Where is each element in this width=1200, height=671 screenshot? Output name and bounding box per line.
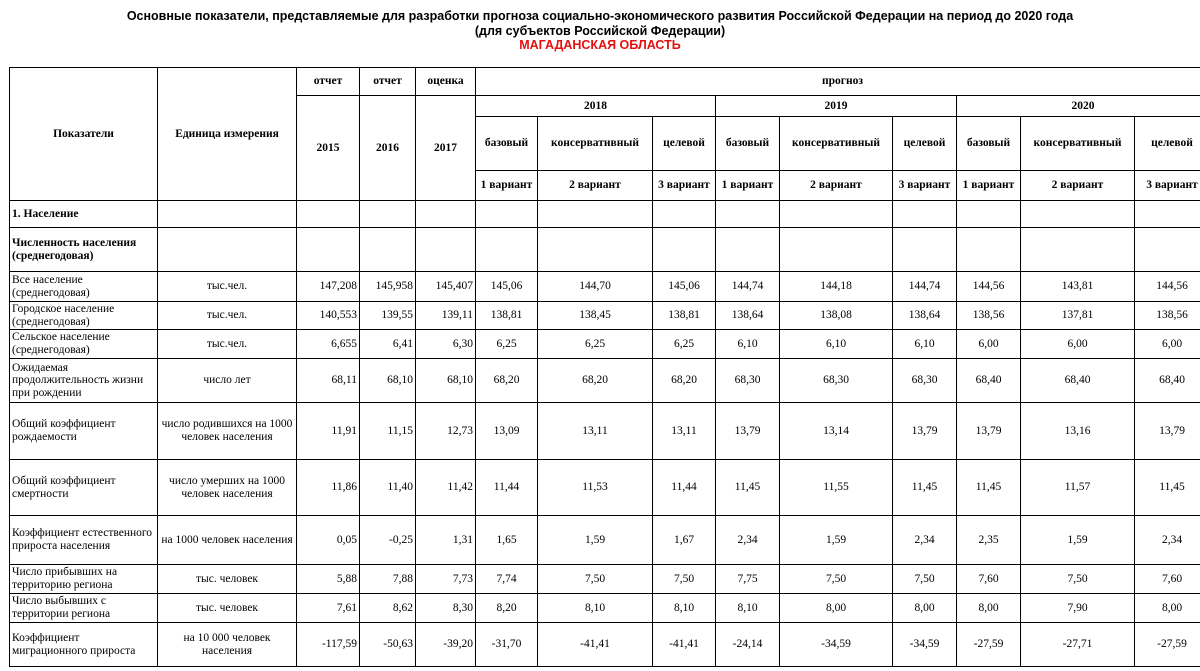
section-avg-population: Численность населения (среднегодовая) (10, 228, 158, 272)
value-cell: 138,56 (957, 302, 1021, 330)
value-cell: -50,63 (360, 623, 416, 667)
value-cell: 11,86 (297, 460, 360, 516)
value-cell: 11,55 (780, 460, 893, 516)
value-cell: 8,00 (780, 594, 893, 623)
value-cell: 145,06 (653, 272, 716, 302)
header-year-2020: 2020 (957, 96, 1200, 117)
value-cell: 1,59 (1021, 516, 1135, 565)
value-cell: 2,35 (957, 516, 1021, 565)
value-cell: 7,50 (893, 565, 957, 594)
value-cell: 1,59 (780, 516, 893, 565)
value-cell: 68,30 (716, 359, 780, 403)
header-estimate-2017: оценка (416, 68, 476, 96)
header-unit: Единица измерения (158, 68, 297, 201)
value-cell: 6,25 (653, 330, 716, 359)
header-2020-variant-3: 3 вариант (1135, 171, 1200, 201)
header-year-2019: 2019 (716, 96, 957, 117)
value-cell: 11,57 (1021, 460, 1135, 516)
header-row-1 (10, 68, 1200, 96)
value-cell: 68,20 (538, 359, 653, 403)
value-cell: 7,50 (538, 565, 653, 594)
value-cell: 8,10 (716, 594, 780, 623)
table-row (10, 623, 1200, 667)
value-cell: 68,30 (893, 359, 957, 403)
header-2018-variant-3: 3 вариант (653, 171, 716, 201)
value-cell: -0,25 (360, 516, 416, 565)
value-cell: 143,81 (1021, 272, 1135, 302)
value-cell: 68,11 (297, 359, 360, 403)
header-2020-variant-2: 2 вариант (1021, 171, 1135, 201)
value-cell: -117,59 (297, 623, 360, 667)
value-cell: 1,31 (416, 516, 476, 565)
value-cell: 7,60 (957, 565, 1021, 594)
header-2020-variant-1: 1 вариант (957, 171, 1021, 201)
value-cell: 8,30 (416, 594, 476, 623)
value-cell: 138,81 (476, 302, 538, 330)
value-cell: 7,73 (416, 565, 476, 594)
value-cell: 13,79 (716, 403, 780, 460)
value-cell: 6,25 (538, 330, 653, 359)
value-cell: 11,91 (297, 403, 360, 460)
section-population-row (10, 201, 1200, 228)
header-2020-base: базовый (957, 117, 1021, 171)
indicator-label: Сельское население (среднегодовая) (10, 330, 158, 359)
value-cell: 11,44 (476, 460, 538, 516)
header-year-2017: 2017 (416, 96, 476, 201)
value-cell: -31,70 (476, 623, 538, 667)
indicator-label: Общий коэффициент рождаемости (10, 403, 158, 460)
value-cell: 11,15 (360, 403, 416, 460)
document-subtitle: (для субъектов Российской Федерации) (474, 24, 726, 38)
header-year-2016: 2016 (360, 96, 416, 201)
value-cell: 6,00 (957, 330, 1021, 359)
header-indicators: Показатели (10, 68, 158, 201)
value-cell: 11,45 (716, 460, 780, 516)
value-cell: 144,74 (716, 272, 780, 302)
header-2018-base: базовый (476, 117, 538, 171)
value-cell: 12,73 (416, 403, 476, 460)
header-2019-base: базовый (716, 117, 780, 171)
value-cell: 6,10 (716, 330, 780, 359)
value-cell: 8,20 (476, 594, 538, 623)
value-cell: 8,10 (538, 594, 653, 623)
header-2020-target: целевой (1135, 117, 1200, 171)
value-cell: 1,59 (538, 516, 653, 565)
value-cell: 11,45 (957, 460, 1021, 516)
value-cell: 11,42 (416, 460, 476, 516)
value-cell: 6,30 (416, 330, 476, 359)
value-cell: 13,79 (893, 403, 957, 460)
header-2019-variant-1: 1 вариант (716, 171, 780, 201)
indicator-label: Коэффициент естественного прироста населения (10, 516, 158, 565)
table-row (10, 516, 1200, 565)
document-title: Основные показатели, представляемые для разработки прогноза социально-экономического развития Российской Федерации на период до 2020 года (126, 9, 1074, 23)
value-cell: 6,25 (476, 330, 538, 359)
forecast-table (9, 67, 1200, 667)
value-cell: 2,34 (893, 516, 957, 565)
value-cell: 7,88 (360, 565, 416, 594)
value-cell: 6,41 (360, 330, 416, 359)
value-cell: 13,79 (1135, 403, 1200, 460)
value-cell: 138,64 (716, 302, 780, 330)
unit-cell: число родившихся на 1000 человек населения (158, 403, 297, 460)
value-cell: 8,00 (1135, 594, 1200, 623)
table-row (10, 272, 1200, 302)
header-2018-conservative: консервативный (538, 117, 653, 171)
value-cell: 2,34 (716, 516, 780, 565)
value-cell: 7,50 (780, 565, 893, 594)
value-cell: 144,70 (538, 272, 653, 302)
table-row (10, 359, 1200, 403)
value-cell: 68,10 (416, 359, 476, 403)
value-cell: 13,14 (780, 403, 893, 460)
value-cell: 8,10 (653, 594, 716, 623)
value-cell: 2,34 (1135, 516, 1200, 565)
value-cell: 7,60 (1135, 565, 1200, 594)
indicator-label: Общий коэффициент смертности (10, 460, 158, 516)
value-cell: -41,41 (538, 623, 653, 667)
indicator-label: Городское население (среднегодовая) (10, 302, 158, 330)
value-cell: 8,00 (893, 594, 957, 623)
header-2019-variant-2: 2 вариант (780, 171, 893, 201)
unit-cell: тыс. человек (158, 565, 297, 594)
section-population: 1. Население (10, 201, 158, 228)
value-cell: 68,20 (653, 359, 716, 403)
value-cell: -27,71 (1021, 623, 1135, 667)
value-cell: 68,30 (780, 359, 893, 403)
value-cell: 144,74 (893, 272, 957, 302)
value-cell: 6,10 (780, 330, 893, 359)
unit-cell: на 1000 человек населения (158, 516, 297, 565)
value-cell: -27,59 (1135, 623, 1200, 667)
value-cell: 68,10 (360, 359, 416, 403)
header-2020-conservative: консервативный (1021, 117, 1135, 171)
value-cell: 138,08 (780, 302, 893, 330)
value-cell: 6,655 (297, 330, 360, 359)
value-cell: 11,40 (360, 460, 416, 516)
header-2018-variant-2: 2 вариант (538, 171, 653, 201)
indicator-label: Число выбывших с территории региона (10, 594, 158, 623)
value-cell: 7,50 (653, 565, 716, 594)
unit-cell: тыс. человек (158, 594, 297, 623)
value-cell: 8,00 (957, 594, 1021, 623)
value-cell: 11,44 (653, 460, 716, 516)
value-cell: 68,40 (1021, 359, 1135, 403)
value-cell: 6,00 (1135, 330, 1200, 359)
indicator-label: Коэффициент миграционного прироста (10, 623, 158, 667)
value-cell: 13,11 (653, 403, 716, 460)
value-cell: 147,208 (297, 272, 360, 302)
indicator-label: Число прибывших на территорию региона (10, 565, 158, 594)
header-year-2018: 2018 (476, 96, 716, 117)
value-cell: -34,59 (893, 623, 957, 667)
header-2018-variant-1: 1 вариант (476, 171, 538, 201)
value-cell: 138,81 (653, 302, 716, 330)
value-cell: 145,06 (476, 272, 538, 302)
unit-cell: тыс.чел. (158, 272, 297, 302)
value-cell: 6,00 (1021, 330, 1135, 359)
header-forecast: прогноз (476, 68, 1200, 96)
indicator-label: Ожидаемая продолжительность жизни при рождении (10, 359, 158, 403)
table-row (10, 594, 1200, 623)
value-cell: 138,64 (893, 302, 957, 330)
value-cell: 1,67 (653, 516, 716, 565)
value-cell: 145,958 (360, 272, 416, 302)
value-cell: 145,407 (416, 272, 476, 302)
value-cell: 139,55 (360, 302, 416, 330)
value-cell: 5,88 (297, 565, 360, 594)
value-cell: 144,56 (957, 272, 1021, 302)
value-cell: -39,20 (416, 623, 476, 667)
value-cell: 7,75 (716, 565, 780, 594)
table-row (10, 460, 1200, 516)
value-cell: 13,16 (1021, 403, 1135, 460)
value-cell: 0,05 (297, 516, 360, 565)
unit-cell: число умерших на 1000 человек населения (158, 460, 297, 516)
value-cell: 144,18 (780, 272, 893, 302)
value-cell: 11,45 (893, 460, 957, 516)
value-cell: -41,41 (653, 623, 716, 667)
value-cell: 7,90 (1021, 594, 1135, 623)
value-cell: 7,74 (476, 565, 538, 594)
section-avg-population-row (10, 228, 1200, 272)
table-row (10, 403, 1200, 460)
value-cell: 11,53 (538, 460, 653, 516)
header-2019-conservative: консервативный (780, 117, 893, 171)
header-2019-target: целевой (893, 117, 957, 171)
value-cell: 7,61 (297, 594, 360, 623)
unit-cell: тыс.чел. (158, 330, 297, 359)
value-cell: 1,65 (476, 516, 538, 565)
value-cell: 13,79 (957, 403, 1021, 460)
unit-cell: тыс.чел. (158, 302, 297, 330)
value-cell: 139,11 (416, 302, 476, 330)
table-row (10, 565, 1200, 594)
value-cell: 137,81 (1021, 302, 1135, 330)
value-cell: 13,11 (538, 403, 653, 460)
value-cell: 144,56 (1135, 272, 1200, 302)
value-cell: 7,50 (1021, 565, 1135, 594)
header-year-2015: 2015 (297, 96, 360, 201)
value-cell: 140,553 (297, 302, 360, 330)
region-name: МАГАДАНСКАЯ ОБЛАСТЬ (519, 38, 681, 52)
value-cell: -24,14 (716, 623, 780, 667)
indicator-label: Все население (среднегодовая) (10, 272, 158, 302)
value-cell: 68,40 (1135, 359, 1200, 403)
value-cell: 6,10 (893, 330, 957, 359)
value-cell: 11,45 (1135, 460, 1200, 516)
value-cell: 138,45 (538, 302, 653, 330)
table-row (10, 302, 1200, 330)
value-cell: -27,59 (957, 623, 1021, 667)
header-report-2016: отчет (360, 68, 416, 96)
table-row (10, 330, 1200, 359)
header-2019-variant-3: 3 вариант (893, 171, 957, 201)
value-cell: 138,56 (1135, 302, 1200, 330)
header-report-2015: отчет (297, 68, 360, 96)
value-cell: 68,40 (957, 359, 1021, 403)
unit-cell: число лет (158, 359, 297, 403)
value-cell: 68,20 (476, 359, 538, 403)
value-cell: 8,62 (360, 594, 416, 623)
value-cell: -34,59 (780, 623, 893, 667)
value-cell: 13,09 (476, 403, 538, 460)
header-2018-target: целевой (653, 117, 716, 171)
unit-cell: на 10 000 человек населения (158, 623, 297, 667)
